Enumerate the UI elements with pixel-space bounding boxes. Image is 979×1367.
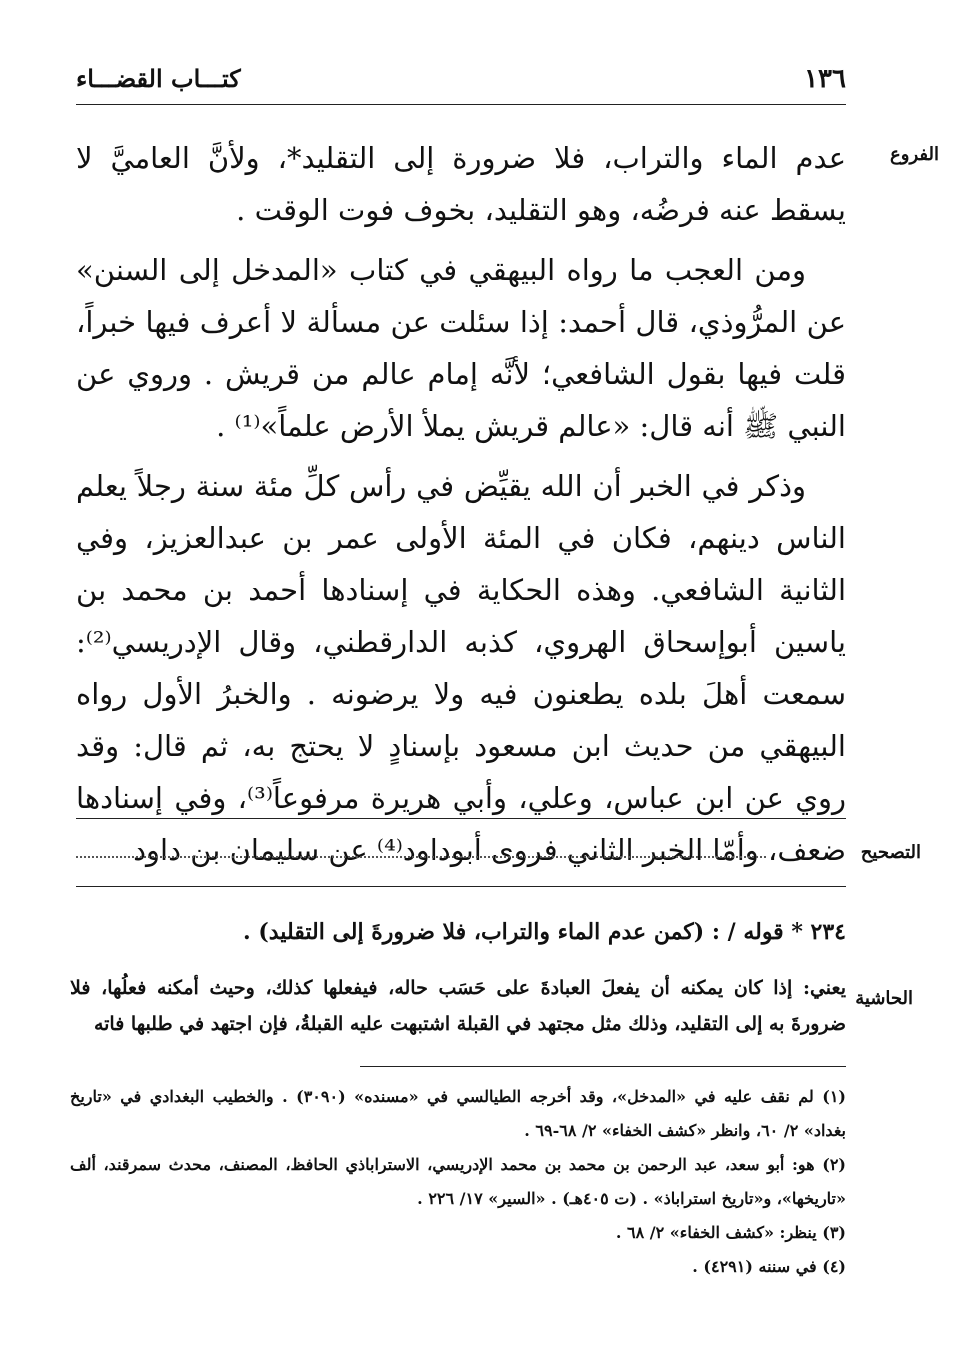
gloss-text: يعني: إذا كان يمكنه أن يفعلَ العبادةَ على حَسَب حاله، فيفعلها كذلك، وحيث أمكنه فعلُها، فلا ضرورةَ به إلى التقليد، وذلك مثل مجتهد في القبلة اشتبهت عليه القبلةُ، فإن اجتهد في طلبها فاته (70, 977, 846, 1035)
margin-label-tashih: التصحيح (860, 842, 921, 863)
footnote-3: (٣) ينظر: «كشف الخفاء» ٢/ ٦٨ . (615, 1223, 846, 1242)
paragraph-3: وذكر في الخبر أن الله يقيِّض في رأس كلِّ مئة سنة رجلاً يعلم الناس دينهم، فكان في المئة الأولى عمر بن عبدالعزيز، وفي الثانية الشافعي. وهذه الحكاية في إسنادها أحمد بن محمد بن ياسين أبوإسحاق الهروي، كذبه الدارقطني، وقال الإدريسي⁽²⁾: سمعت أهلَ بلده يطعنون فيه ولا يرضونه . والخبرُ الأول رواه البيهقي من حديث ابن مسعود بإسنادٍ لا يحتج به، ثم قال: وقد روي عن ابن عباس، وعلي، وأبي هريرة مرفوعاً⁽³⁾، وفي إسنادها ضعف، وأمّا الخبر الثاني فروى أبوداود⁽⁴⁾ عن سليمان بن داود (76, 469, 846, 867)
margin-label-hashiya: الحاشية (855, 988, 913, 1009)
footnote-rule (360, 1066, 846, 1067)
chapter-title: كتـــاب القضـــاء (76, 64, 241, 93)
page-number: ١٣٦ (804, 64, 846, 94)
tashih-bottom-rule (76, 886, 846, 887)
margin-label-furu: الفروع (890, 144, 939, 165)
footnotes (70, 1080, 846, 1284)
footnote-2: (٢) هو: أبو سعد، عبد الرحمن بن محمد بن محمد الإدريسي، الاستراباذي الحافظ، المصنف، محدث سمرقند، ألف «تاريخها»، و«تاريخ استراباذ» . (ت ٤٠٥هـ) . «السير» ١٧/ ٢٢٦ . (70, 1155, 846, 1208)
footnote-4: (٤) في سننه (٤٢٩١) . (692, 1257, 846, 1276)
gloss-number: ٢٣٤ (810, 919, 846, 945)
paragraph-2: ومن العجب ما رواه البيهقي في كتاب «المدخل إلى السنن» عن المرُّوذي، قال أحمد: إذا سئلت عن مسألة لا أعرف فيها خبراً، قلت فيها بقول الشافعي؛ لأنَّه إمام عالم من قريش . وروي عن النبي ﷺ أنه قال: «عالم قريش يملأ الأرض علماً»⁽¹⁾ . (76, 253, 846, 443)
running-head (76, 60, 846, 100)
gloss-lemma: * قوله / : (كمن عدم الماء والتراب، فلا ضرورةَ إلى التقليد) . (243, 919, 803, 945)
footnote-1: (١) لم نقف عليه في «المدخل»، وقد أخرجه الطيالسي في «مسنده» (٣٠٩٠) . والخطيب البغدادي في «تاريخ بغداد» ٢/ ٦٠، وانظر «كشف الخفاء» ٢/ ٦٨-٦٩ . (70, 1087, 846, 1140)
header-rule (76, 104, 846, 105)
tashih-top-rule (76, 818, 846, 819)
paragraph-1: عدم الماء والتراب، فلا ضرورة إلى التقليد*، ولأنَّ العاميَّ لا يسقط عنه فرضُه، وهو التقليد، بخوف فوت الوقت . (76, 141, 846, 227)
gloss-heading (76, 914, 846, 950)
main-text (76, 132, 846, 884)
tashih-dotted-line (76, 856, 766, 858)
